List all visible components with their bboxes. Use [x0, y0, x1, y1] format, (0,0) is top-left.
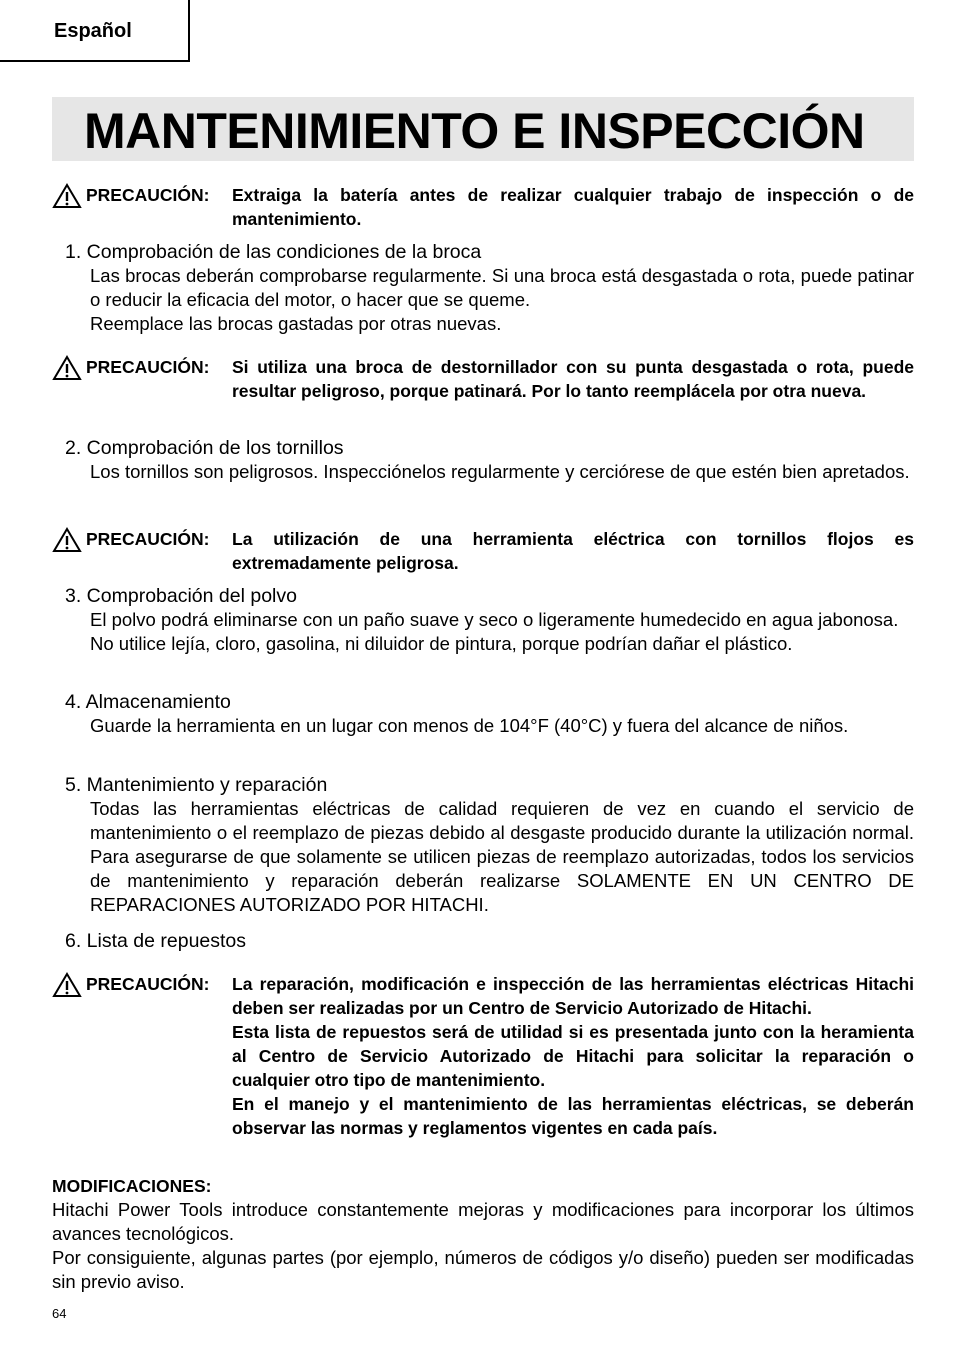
caution-text: En el manejo y el mantenimiento de las herramientas eléctricas, se deberán observar las normas y reglamentos vigentes en cada país.: [232, 1094, 914, 1138]
maintenance-item-3: [65, 584, 914, 656]
caution-block-4: [52, 972, 914, 1140]
caution-text: Extraiga la batería antes de realizar cualquier trabajo de inspección o de mantenimiento.: [232, 185, 914, 229]
title-bar: [52, 97, 914, 161]
item-heading: 5. Mantenimiento y reparación: [65, 774, 328, 796]
page-title: MANTENIMIENTO E INSPECCIÓN: [84, 103, 865, 159]
item-paragraph: Reemplace las brocas gastadas por otras nuevas.: [90, 313, 502, 334]
warning-icon: [52, 527, 82, 553]
language-tab: [0, 0, 190, 62]
item-paragraph: Todas las herramientas eléctricas de calidad requieren de vez en cuando el servicio de mantenimiento o el reemplazo de piezas debido al desgaste producido durante la utilización normal. Para asegurarse de que solamente se utilicen piezas de reemplazo autorizadas, todos los servicios de mantenimiento y reparación deberán realizarse SOLAMENTE EN UN CENTRO DE REPARACIONES AUTORIZADO POR HITACHI.: [90, 798, 914, 915]
caution-label: PRECAUCIÓN:: [86, 357, 210, 377]
caution-label: PRECAUCIÓN:: [86, 974, 210, 994]
warning-icon: [52, 355, 82, 381]
item-heading: 2. Comprobación de los tornillos: [65, 437, 344, 459]
item-paragraph: Guarde la herramienta en un lugar con menos de 104°F (40°C) y fuera del alcance de niños.: [90, 715, 849, 736]
caution-text: Si utiliza una broca de destornillador con su punta desgastada o rota, puede resultar peligroso, porque patinará. Por lo tanto reemplácela por otra nueva.: [232, 357, 914, 401]
language-label: Español: [54, 20, 132, 42]
item-paragraph: El polvo podrá eliminarse con un paño suave y seco o ligeramente humedecido en agua jabonosa.: [90, 609, 899, 630]
item-heading: 1. Comprobación de las condiciones de la broca: [65, 241, 482, 263]
modifications-paragraph: Por consiguiente, algunas partes (por ejemplo, números de códigos y/o diseño) pueden ser modificadas sin previo aviso.: [52, 1247, 914, 1292]
caution-text: La reparación, modificación e inspección de las herramientas eléctricas Hitachi deben ser realizadas por un Centro de Servicio Autorizado de Hitachi.: [232, 974, 914, 1018]
item-heading: 4. Almacenamiento: [65, 691, 231, 713]
maintenance-item-4: [65, 690, 914, 738]
caution-label: PRECAUCIÓN:: [86, 185, 210, 205]
item-paragraph: No utilice lejía, cloro, gasolina, ni diluidor de pintura, porque podrían dañar el plástico.: [90, 633, 793, 654]
maintenance-item-6: [65, 929, 914, 953]
modifications-paragraph: Hitachi Power Tools introduce constantemente mejoras y modificaciones para incorporar los últimos avances tecnológicos.: [52, 1199, 914, 1244]
modifications-heading: MODIFICACIONES:: [52, 1176, 212, 1196]
caution-block-3: [52, 527, 914, 575]
item-paragraph: Los tornillos son peligrosos. Inspecciónelos regularmente y cerciórese de que estén bien apretados.: [90, 461, 910, 482]
warning-icon: [52, 972, 82, 998]
caution-text: La utilización de una herramienta eléctrica con tornillos flojos es extremadamente peligrosa.: [232, 529, 914, 573]
warning-icon: [52, 183, 82, 209]
maintenance-item-1: [65, 240, 914, 336]
caution-text: Esta lista de repuestos será de utilidad si es presentada junto con la heramienta al Centro de Servicio Autorizado de Hitachi para solicitar la reparación o cualquier otro tipo de mantenimiento.: [232, 1022, 914, 1090]
maintenance-item-5: [65, 773, 914, 917]
caution-label: PRECAUCIÓN:: [86, 529, 210, 549]
caution-block-2: [52, 355, 914, 403]
item-heading: 6. Lista de repuestos: [65, 930, 247, 952]
caution-block-1: [52, 183, 914, 231]
item-paragraph: Las brocas deberán comprobarse regularmente. Si una broca está desgastada o rota, puede patinar o reducir la eficacia del motor, o hacer que se queme.: [90, 265, 914, 310]
maintenance-item-2: [65, 436, 914, 484]
page-number: 64: [52, 1306, 67, 1321]
item-heading: 3. Comprobación del polvo: [65, 585, 297, 607]
modifications-section: [52, 1174, 914, 1294]
